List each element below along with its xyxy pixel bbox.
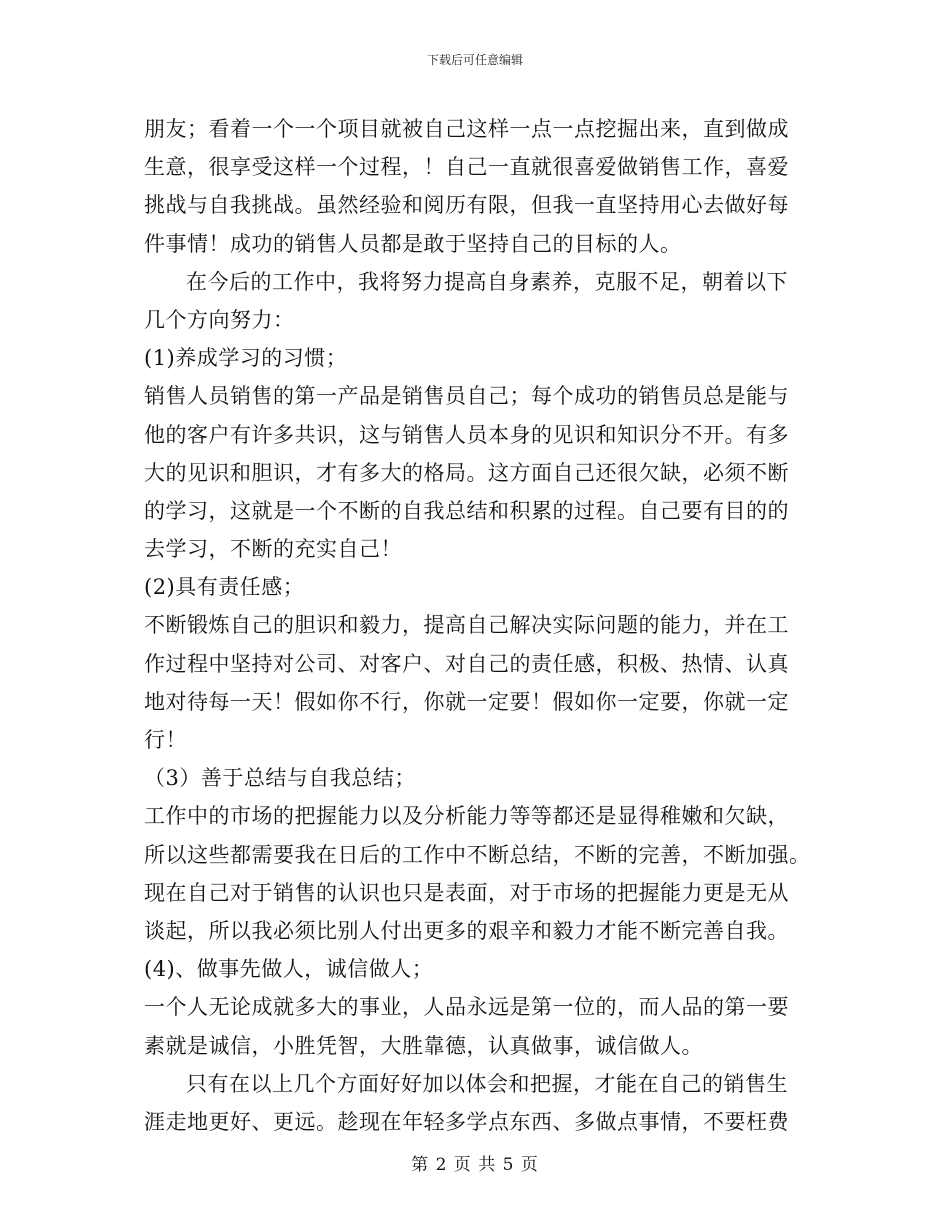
text-line: 大的见识和胆识，才有多大的格局。这方面自己还很欠缺，必须不断 — [144, 460, 789, 485]
text-line: 去学习，不断的充实自己！ — [144, 537, 402, 562]
text-line: 挑战与自我挑战。虽然经验和阅历有限，但我一直坚持用心去做好每 — [144, 193, 789, 218]
text-line: 只有在以上几个方面好好加以体会和把握，才能在自己的销售生 — [186, 1071, 788, 1096]
page-header: 下载后可任意编辑 — [426, 53, 523, 67]
text-line: 件事情！成功的销售人员都是敢于坚持自己的目标的人。 — [144, 231, 682, 256]
section-heading: (2)具有责任感； — [144, 575, 305, 600]
text-line: 行！ — [144, 728, 187, 752]
text-line: 在今后的工作中，我将努力提高自身素养，克服不足，朝着以下 — [186, 269, 788, 294]
text-line: 所以这些都需要我在日后的工作中不断总结，不断的完善，不断加强。 — [144, 842, 811, 867]
text-line: 几个方向努力： — [144, 307, 295, 332]
section-heading: (1)养成学习的习惯； — [144, 346, 348, 371]
text-line: 的学习，这就是一个不断的自我总结和积累的过程。自己要有目的的 — [144, 498, 789, 523]
text-line: 销售人员销售的第一产品是销售员自己；每个成功的销售员总是能与 — [144, 384, 789, 409]
text-line: 不断锻炼自己的胆识和毅力，提高自己解决实际问题的能力，并在工 — [144, 613, 789, 638]
page-number: 第 2 页 共 5 页 — [411, 1155, 539, 1175]
text-line: 素就是诚信，小胜凭智，大胜靠德，认真做事，诚信做人。 — [144, 1033, 703, 1058]
text-line: 一个人无论成就多大的事业，人品永远是第一位的，而人品的第一要 — [144, 995, 789, 1020]
text-line: 地对待每一天！假如你不行，你就一定要！假如你一定要，你就一定 — [144, 689, 789, 714]
text-line: 工作中的市场的把握能力以及分析能力等等都还是显得稚嫩和欠缺， — [144, 804, 789, 829]
text-line: 朋友；看着一个一个项目就被自己这样一点一点挖掘出来，直到做成 — [144, 117, 789, 141]
text-line: 涯走地更好、更远。趁现在年轻多学点东西、多做点事情，不要枉费 — [144, 1109, 789, 1134]
document-body — [144, 110, 824, 1141]
section-heading: （3）善于总结与自我总结； — [144, 766, 416, 791]
section-heading: (4)、做事先做人，诚信做人； — [144, 957, 434, 982]
text-line: 他的客户有许多共识，这与销售人员本身的见识和知识分不开。有多 — [144, 422, 789, 447]
text-line: 谈起，所以我必须比别人付出更多的艰辛和毅力才能不断完善自我。 — [144, 918, 789, 943]
text-line: 作过程中坚持对公司、对客户、对自己的责任感，积极、热情、认真 — [144, 651, 789, 676]
text-line: 现在自己对于销售的认识也只是表面，对于市场的把握能力更是无从 — [144, 880, 789, 905]
text-line: 生意，很享受这样一个过程，！自己一直就很喜爱做销售工作，喜爱 — [144, 155, 789, 180]
